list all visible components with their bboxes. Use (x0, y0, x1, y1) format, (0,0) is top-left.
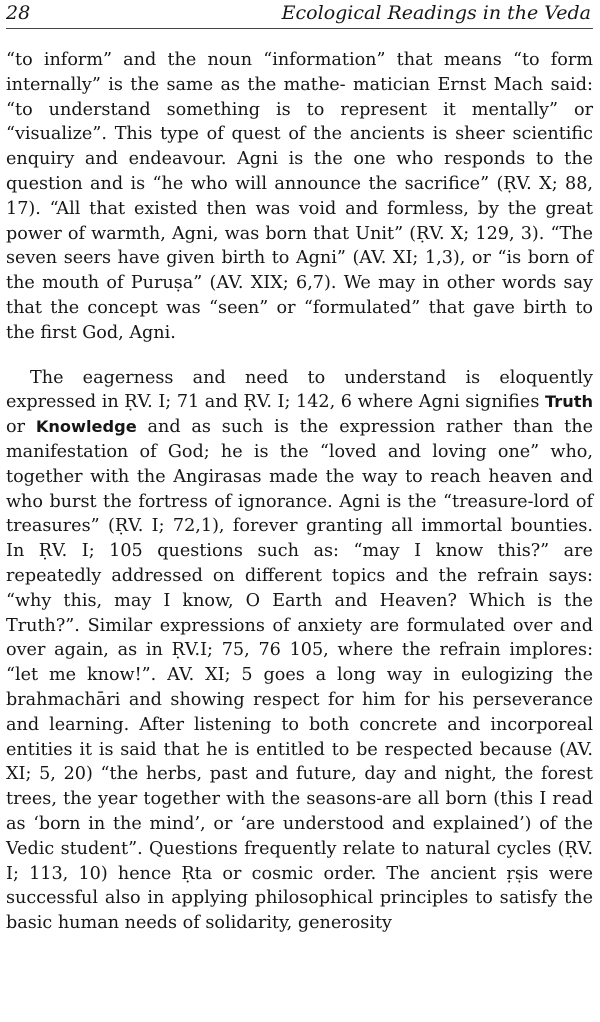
body-text (6, 48, 593, 936)
page-number: 28 (6, 2, 31, 24)
paragraph-2-part-3: and as such is the expression rather than the manifestation of God; he is the “loved and loving one” who, together with the Angirasas made the way to reach heaven and who burst the fortress of ignorance. Agni is the “treasure-lord of treasures” (ṚV. I; 72,1), forever granting all immortal bounties. In ṚV. I; 105 questions such as: “may I know this?” are repeatedly addressed on different topics and the refrain says: “why this, may I know, O Earth and Heaven? Which is the Truth?”. Similar expressions of anxiety are formulated over and over again, as in ṚV.I; 75, 76 105, where the refrain implores: “let me know!”. AV. XI; 5 goes a long way in eulogizing the brahmachāri and showing respect for him for his perseverance and learning. After listening to both concrete and incorporeal entities it is said that he is entitled to be respected because (AV. XI; 5, 20) “the herbs, past and future, day and night, the forest trees, the year together with the seasons-are all born (this I read as ‘born in the mind’, or ‘are understood and explained’) of the Vedic student”. Questions frequently relate to natural cycles (ṚV. I; 113, 10) hence Ṛta or cosmic order. The ancient ṛṣis were successful also in applying philosophical principles to satisfy the basic human needs of solidarity, generosity (6, 417, 593, 934)
bold-term-truth: Truth (544, 392, 593, 412)
paragraph-1: “to inform” and the noun “information” that means “to form internally” is the same as the mathe- matician Ernst Mach said: “to understand something is to represent it mentally” or “visualize”. This type of quest of the ancients is sheer scientific enquiry and endeavour. Agni is the one who responds to the question and is “he who will announce the sacrifice” (ṚV. X; 88, 17). “All that existed then was void and formless, by the great power of warmth, Agni, was born that Unit” (ṚV. X; 129, 3). “The seven seers have given birth to Agni” (AV. XI; 1,3), or “is born of the mouth of Puruṣa” (AV. XIX; 6,7). We may in other words say that the concept was “seen” or “formulated” that gave birth to the first God, Agni. (6, 50, 593, 343)
paragraph-2 (6, 366, 593, 936)
bold-term-knowledge: Knowledge (35, 417, 137, 437)
running-title: Ecological Readings in the Veda (281, 2, 591, 24)
page-header (6, 0, 593, 26)
paragraph-2-part-2: or (6, 417, 36, 438)
paragraph-2-part-1: The eagerness and need to understand is eloquently expressed in ṚV. I; 71 and ṚV. I; 142, 6 where Agni signifies (6, 367, 593, 413)
header-rule (6, 28, 593, 29)
